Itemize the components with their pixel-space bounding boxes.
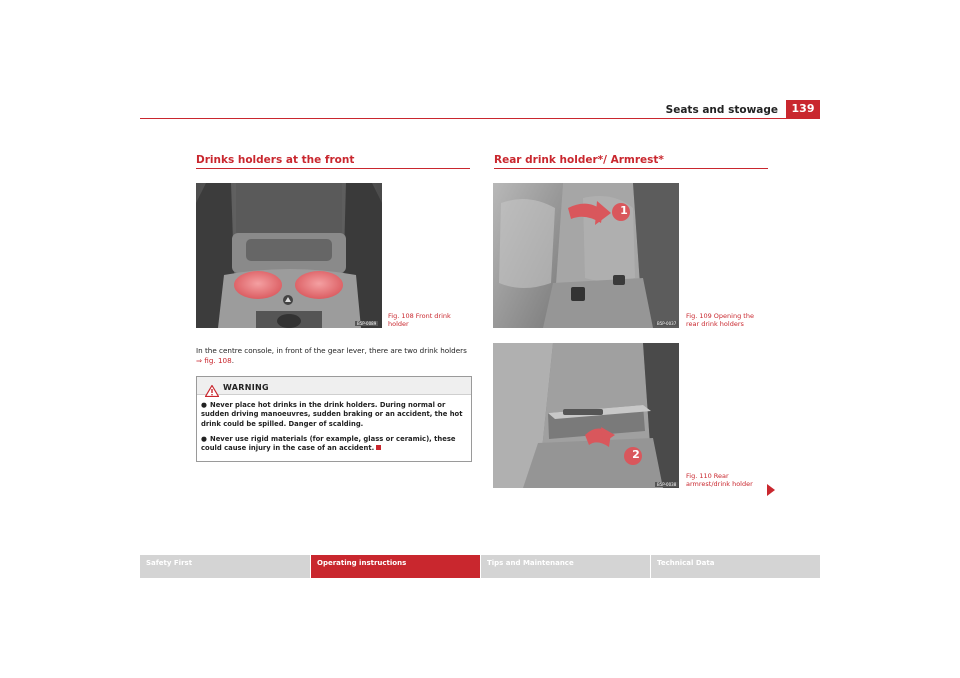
warning-item-text: Never use rigid materials (for example, glass or ceramic), these could cause injury in the case of an accident.: [201, 435, 456, 453]
warning-triangle-icon: [205, 382, 219, 401]
bullet-icon: ●: [201, 435, 207, 443]
figure-reference-link[interactable]: ⇒ fig. 108: [196, 356, 232, 365]
callout-marker-1: 1: [620, 204, 628, 217]
bullet-icon: ●: [201, 401, 207, 409]
body-text-front-drink-holders: [196, 346, 470, 366]
figure-caption-110: Fig. 110 Rear armrest/drink holder: [686, 472, 753, 488]
body-text-prefix: In the centre console, in front of the gear lever, there are two drink holders: [196, 346, 467, 355]
section-rule-right: [494, 168, 768, 169]
warning-box: [196, 376, 472, 462]
page-number: 139: [786, 100, 820, 118]
figure-caption-108: Fig. 108 Front drink holder: [388, 312, 451, 328]
body-text-suffix: .: [231, 356, 234, 365]
figure-front-drink-holder: [196, 183, 382, 328]
section-end-icon: [376, 445, 381, 450]
footer-navigation: [140, 555, 820, 578]
section-rule-left: [196, 168, 470, 169]
footer-tab-technical-data[interactable]: Technical Data: [657, 559, 715, 567]
figure-rear-drink-holders-opening: [493, 183, 679, 328]
section-title-rear-drink-holder: Rear drink holder*/ Armrest*: [494, 154, 664, 166]
callout-marker-2: 2: [632, 448, 640, 461]
warning-item: [201, 401, 465, 429]
figure-code-109: B5P-0037: [657, 321, 677, 326]
figure-caption-109: Fig. 109 Opening the rear drink holders: [686, 312, 754, 328]
warning-item-text: Never place hot drinks in the drink holders. During normal or sudden driving manoeuvres, sudden braking or an accident, the hot drink could be spilled. Danger of scalding.: [201, 401, 463, 428]
warning-item: [201, 435, 465, 454]
header-rule: [140, 118, 820, 119]
footer-tab-operating-instructions[interactable]: Operating instructions: [311, 555, 480, 578]
figure-rear-armrest: [493, 343, 679, 488]
footer-tab-safety-first[interactable]: Safety First: [146, 559, 193, 567]
footer-tab-tips-and-maintenance[interactable]: Tips and Maintenance: [487, 559, 574, 567]
section-title-front-drink-holders: Drinks holders at the front: [196, 154, 355, 166]
continue-arrow-icon[interactable]: [766, 481, 776, 500]
figure-code-110: B5P-0038: [657, 482, 677, 487]
figure-code-108: B5P-0089: [357, 321, 377, 326]
warning-title: WARNING: [223, 383, 269, 392]
page-header-title: Seats and stowage: [665, 104, 778, 116]
